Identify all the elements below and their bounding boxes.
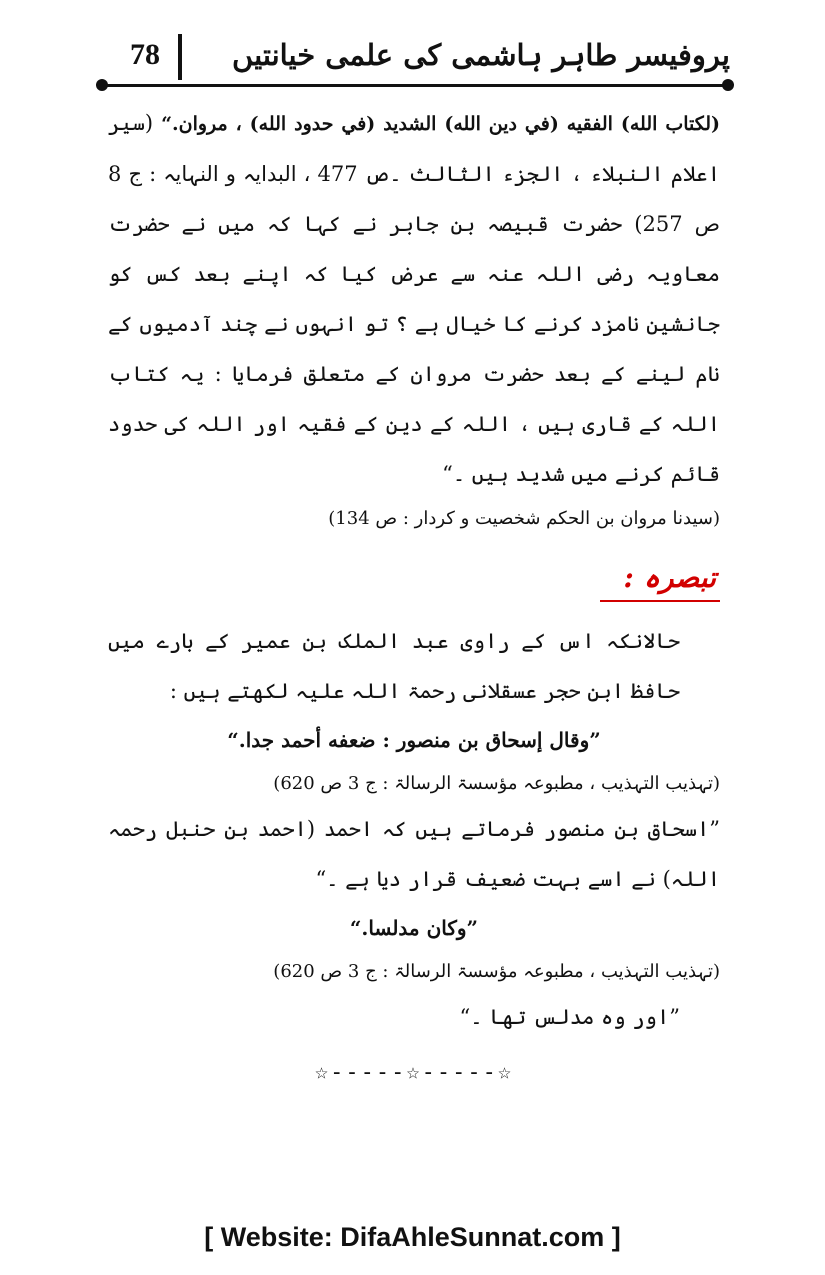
section-heading: تبصرہ : (600, 561, 720, 602)
arabic-narration-2: ”وكان مدلسا.“ (349, 916, 479, 940)
header-rule (100, 84, 730, 87)
arabic-quote: (لكتاب الله) الفقيه (في دين الله) الشديد (في حدود الله) ، مروان.“ (161, 113, 720, 135)
source-citation-4: (تہذیب التہذیب ، مطبوعہ مؤسسۃ الرسالۃ : ج 3 ص 620) (273, 961, 720, 982)
rule-dot-right (722, 79, 734, 91)
quote-paragraph (108, 98, 720, 499)
source-citation-3: (تہذیب التہذیب ، مطبوعہ مؤسسۃ الرسالۃ : ج 3 ص 620) (273, 773, 720, 794)
page-number: 78 (130, 38, 160, 71)
translation-1: ”اسحاق بن منصور فرماتے ہیں کہ احمد (احمد بن حنبل رحمہ اللہ) نے اسے بہت ضعیف قرار دیا ہے ۔“ (108, 817, 720, 891)
source-citation-1: (سیر اعلام النبلاء ، الجزء الثالث ۔ص 477 ، البدایہ و النہایہ : ج 8 ص 257) (108, 111, 720, 236)
section-divider: ☆-----☆-----☆ (314, 1060, 514, 1085)
header-divider (178, 34, 182, 80)
commentary-paragraph: حالانکہ اس کے راوی عبد الملک بن عمیر کے بارے میں حافظ ابنِ حجر عسقلانی رحمۃ اللہ علیہ لکھتے ہیں : (108, 629, 680, 703)
translation-2: ”اور وہ مدلس تھا ۔“ (459, 1005, 680, 1029)
page-content (108, 98, 720, 1085)
rule-dot-left (96, 79, 108, 91)
arabic-narration-1: ”وقال إسحاق بن منصور : ضعفه أحمد جدا.“ (227, 728, 601, 752)
page-header (100, 28, 730, 90)
website-footer: [ Website: DifaAhleSunnat.com ] (204, 1222, 621, 1252)
source-citation-2: (سیدنا مروان بن الحکم شخصیت و کردار : ص 134) (328, 508, 720, 529)
book-title: پروفیسر طاہر ہاشمی کی علمی خیانتیں (232, 38, 730, 72)
urdu-paragraph: حضرت قبیصہ بن جابر نے کہا کہ میں نے حضرت معاویہ رضی اللہ عنہ سے عرض کیا کہ اپنے بعد کس کو جانشین نامزد کرنے کا خیال ہے ؟ تو انہوں نے چند آدمیوں کے نام لینے کے بعد حضرت مروان کے متعلق فرمایا : یہ کتاب اللہ کے قاری ہیں ، اللہ کے دین کے فقیہ اور اللہ کی حدود قائم کرنے میں شدید ہیں ۔“ (108, 212, 720, 486)
